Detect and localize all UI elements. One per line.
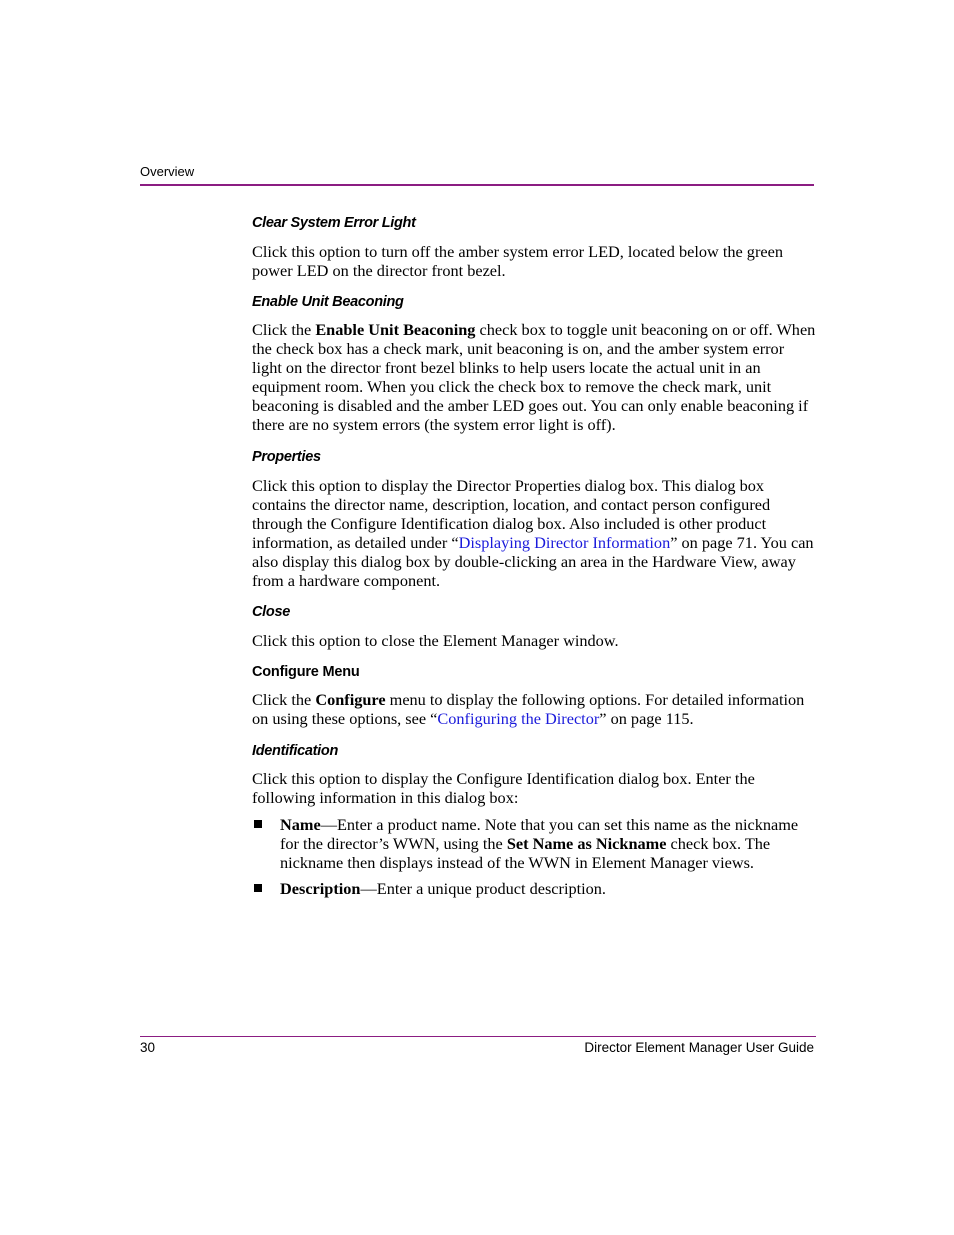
page-content: [252, 214, 817, 898]
text-fragment: Click the: [252, 320, 316, 339]
heading-properties: Properties: [252, 449, 321, 465]
square-bullet-icon: [254, 820, 262, 828]
text-fragment: check box. The nickname then displays instead of the WWN in Element Manager views.: [280, 834, 771, 872]
heading-configure-menu: Configure Menu: [252, 664, 360, 680]
running-head: Overview: [140, 164, 195, 179]
square-bullet-icon: [254, 884, 262, 892]
paragraph-configure-menu: [252, 690, 817, 728]
footer-document-title: Director Element Manager User Guide: [584, 1040, 814, 1055]
link-configuring-the-director[interactable]: Configuring the Director: [437, 709, 600, 728]
link-displaying-director-information[interactable]: Displaying Director Information: [458, 533, 671, 552]
paragraph-enable-unit-beaconing: [252, 320, 817, 434]
text-fragment: —Enter a product name. Note that you can set this name as the nickname for the director’s WWN, using the: [280, 815, 799, 853]
text-fragment: menu to display the following options. For detailed information on using these options, see “: [252, 690, 805, 728]
heading-enable-unit-beaconing: Enable Unit Beaconing: [252, 294, 404, 310]
text-fragment: ” on page 115.: [599, 709, 694, 728]
footer-rule: [140, 1036, 816, 1037]
heading-identification: Identification: [252, 743, 339, 759]
heading-close: Close: [252, 604, 290, 620]
text-fragment: —Enter a unique product description.: [360, 879, 607, 898]
text-fragment: ” on page 71. You can also display this dialog box by double-clicking an area in the Hardware View, away from a hardware component.: [252, 533, 814, 590]
paragraph-clear-system-error-light: Click this option to turn off the amber system error LED, located below the green power LED on the director front bezel.: [252, 242, 783, 280]
bullet-list: [252, 815, 817, 898]
bold-term: Enable Unit Beaconing: [315, 320, 476, 339]
list-item: [252, 815, 817, 872]
bold-term: Description: [280, 879, 361, 898]
list-item: [252, 879, 817, 898]
text-fragment: Click this option to display the Director Properties dialog box. This dialog box contains the director name, description, location, and contact person configured through the Configure Identification dialog box. Also included is other product information, as detailed under “: [252, 476, 771, 552]
paragraph-properties: [252, 476, 817, 590]
header-rule: [140, 184, 814, 186]
text-fragment: Click the: [252, 690, 316, 709]
heading-clear-system-error-light: Clear System Error Light: [252, 215, 416, 231]
bold-term: Name: [280, 815, 321, 834]
text-fragment: check box to toggle unit beaconing on or off. When the check box has a check mark, unit beaconing is on, and the amber system error light on the director front bezel blinks to help users locate the actual unit in an equipment room. When you click the check box to remove the check mark, unit beaconing is disabled and the amber LED goes out. You can only enable beaconing if there are no system errors (the system error light is off).: [252, 320, 816, 434]
bold-term: Set Name as Nickname: [506, 834, 667, 853]
paragraph-identification: Click this option to display the Configure Identification dialog box. Enter the following information in this dialog box:: [252, 769, 755, 807]
page-number: 30: [140, 1040, 156, 1055]
bold-term: Configure: [315, 690, 386, 709]
paragraph-close: Click this option to close the Element Manager window.: [252, 631, 619, 650]
